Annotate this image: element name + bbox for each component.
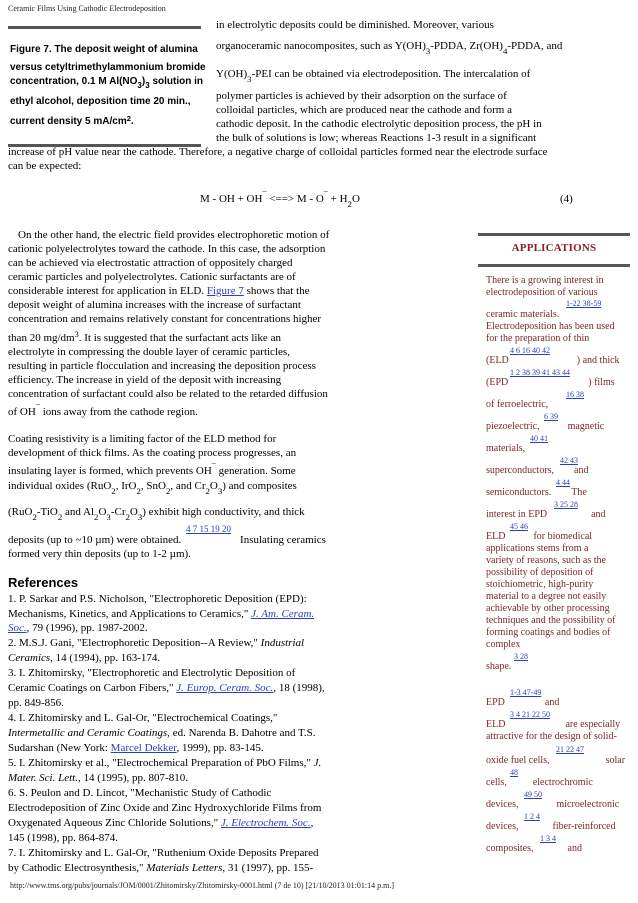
sidebar-line: cells, electrochromic	[486, 777, 593, 788]
sidebar-line: ceramic materials.	[486, 309, 560, 320]
citation-refs[interactable]: 49 50	[524, 790, 542, 799]
text-line: electrolyte in compressing the double layer of ceramic particles,	[8, 346, 290, 358]
text-line: Coating resistivity is a limiting factor of the ELD method for	[8, 433, 277, 445]
sidebar-line: interest in EPD and	[486, 509, 606, 520]
sidebar-line: (EPD ) films	[486, 377, 615, 388]
figure-caption-box	[8, 26, 206, 147]
citation-refs[interactable]: 21 22 47	[556, 745, 584, 754]
citation-refs[interactable]: 1-22 38-59	[566, 299, 602, 308]
reference-line: pp. 849-856.	[8, 697, 64, 709]
citation-refs[interactable]: 40 41	[530, 434, 548, 443]
sidebar-line: complex	[486, 639, 521, 650]
sidebar-line: superconductors, and	[486, 465, 589, 476]
citation-refs[interactable]: 1 2 38 39 41 43 44	[510, 368, 570, 377]
reference-line: 7. I. Zhitomirsky and L. Gal-Or, "Ruthenium Oxide Deposits Prepared	[8, 847, 319, 859]
caption-line: concentration, 0.1 M $Al(NO_3)_3$ solution in	[10, 76, 203, 91]
citation-refs[interactable]: 45 46	[510, 522, 528, 531]
text-line: insulating layer is formed, which prevents OH¯ generation. Some	[8, 463, 296, 477]
sidebar-line: for the preparation of thin	[486, 333, 590, 344]
sidebar-line: of ferroelectric,	[486, 399, 549, 410]
reference-line: Soc., 79 (1996), pp. 1987-2002.	[8, 622, 148, 634]
references-heading: References	[8, 575, 79, 590]
caption-line: ethyl alcohol, deposition time 20 min.,	[10, 96, 191, 107]
citation-refs[interactable]: 3 28	[514, 652, 528, 661]
text-line: deposits (up to ~10 µm) were obtained. Insulating ceramics	[8, 534, 326, 546]
sidebar-line: variety of reasons, such as the	[486, 555, 606, 566]
reference-line: Mater. Sci. Lett., 14 (1995), pp. 807-810.	[8, 772, 188, 784]
reference-line: Oxygenated Aqueous Zinc Chloride Solutions," J. Electrochem. Soc.,	[8, 817, 314, 829]
page-url-footer: http://www.tms.org/pubs/journals/JOM/0001/Zhitomirsky/Zhitomirsky-0001.html (7 de 10) [21/10/2013 01:01:14 p.m.]	[10, 881, 394, 890]
text-line: development of thick films. As the coating process progresses, an	[8, 447, 297, 459]
reference-line: 3. I. Zhitomirsky, "Electrophoretic and Electrolytic Deposition of	[8, 667, 296, 679]
text-line: can be achieved via electrostatic attraction of oppositely charged	[8, 257, 293, 269]
sidebar-line: possibility of deposition of	[486, 567, 594, 578]
citation-refs[interactable]: 1 2 4	[524, 812, 540, 821]
journal-link[interactable]: Soc.	[8, 622, 27, 634]
text-line: can be expected:	[8, 160, 82, 172]
citation-refs[interactable]: 4 7 15 19 20	[186, 524, 231, 534]
text-line: concentration of surfactant could also be related to the retarded diffusion	[8, 388, 328, 400]
reference-line: 5. I. Zhitomirsky et al., "Electrochemical Preparation of PbO Films," J.	[8, 757, 322, 769]
sidebar-line: shape.	[486, 661, 512, 672]
equation: M - OH + OH¯ <==> $M - O^¯ + H_2O$	[200, 191, 360, 209]
sidebar-line: piezoelectric, magnetic	[486, 421, 605, 432]
applications-title: APPLICATIONS	[511, 242, 597, 254]
caption-line: current density 5 $mA/cm^2$.	[10, 113, 134, 127]
publisher-link[interactable]: Marcel Dekker	[110, 742, 177, 754]
text-line: polymer particles is achieved by their adsorption on the surface of	[216, 90, 507, 102]
reference-line: Electrodeposition of Zinc Oxide and Zinc Hydroxychloride Films from	[8, 802, 322, 814]
figure-7-link[interactable]: Figure 7	[206, 285, 244, 297]
reference-line: Sudarshan (New York: Marcel Dekker, 1999), pp. 83-145.	[8, 742, 264, 754]
citation-refs[interactable]: 3 25 28	[554, 500, 578, 509]
sidebar-line: material to a degree not easily	[486, 591, 607, 602]
citation-refs[interactable]: 16 38	[566, 390, 584, 399]
reference-line: 6. S. Peulon and D. Lincot, "Mechanistic Study of Cathodic	[8, 787, 272, 799]
text-line: considerable interest for application in ELD. Figure 7 shows that the	[8, 285, 310, 297]
reference-line: Ceramic Coatings on Carbon Fibers," J. Europ. Ceram. Soc., 18 (1998),	[8, 682, 325, 694]
sidebar-line: (ELD ) and thick	[486, 355, 620, 366]
citation-refs[interactable]: 4 6 16 40 42	[510, 346, 550, 355]
sidebar-line: There is a growing interest in	[486, 275, 604, 286]
text-line: deposit weight of alumina increases with the increase of surfactant	[8, 299, 301, 311]
sidebar-line: applications stems from a	[486, 543, 589, 554]
text-line: organoceramic nanocomposites, such as $Y(OH)_3$-PDDA, $Zr(OH)_4$-PDDA, and	[216, 40, 563, 56]
text-line: cationic polyelectrolytes toward the cathode. In this case, the adsorption	[8, 243, 326, 255]
sidebar-line: stoichiometric, high-purity	[486, 579, 594, 590]
text-line: than 20 $mg/dm^3$. It is suggested that the surfactant acts like an	[8, 330, 281, 344]
sidebar-line: forming coatings and bodies of	[486, 627, 611, 638]
citation-refs[interactable]: 4 44	[556, 478, 570, 487]
reference-line: Mechanisms, Kinetics, and Applications to Ceramics," J. Am. Ceram.	[8, 608, 315, 620]
caption-line: versus cetyltrimethylammonium bromide	[10, 62, 206, 73]
text-line: colloidal particles, which are produced near the cathode and form a	[216, 104, 512, 116]
text-line: increase of pH value near the cathode. Therefore, a negative charge of colloidal particles formed near the electrode surface	[8, 146, 548, 158]
text-line: the bulk of solutions is low; whereas Reactions 1-3 result in a significant	[216, 132, 537, 144]
text-line: formed very thin deposits (up to 1-2 µm).	[8, 548, 191, 560]
sidebar-line: attractive for the design of solid-	[486, 731, 617, 742]
reference-line: 4. I. Zhitomirsky and L. Gal-Or, "Electrochemical Coatings,"	[8, 712, 278, 724]
browser-page-title: Ceramic Films Using Cathodic Electrodeposition	[8, 4, 166, 13]
text-line: resulting in particle flocculation and increasing the deposition process	[8, 360, 316, 372]
sidebar-line: semiconductors. The	[486, 487, 587, 498]
text-line: of OH¯ ions away from the cathode region.	[8, 404, 198, 418]
sidebar-line: composites, and	[486, 843, 582, 854]
sidebar-line: devices, fiber-reinforced	[486, 821, 616, 832]
citation-refs[interactable]: 3 4 21 22 50	[510, 710, 550, 719]
sidebar-line: oxide fuel cells, solar	[486, 755, 626, 766]
text-line: cathodic deposit. In the cathodic electrolytic deposition process, the pH in	[216, 118, 542, 130]
reference-line: Ceramics, 14 (1994), pp. 163-174.	[8, 652, 161, 664]
text-line: ceramic particles and polyelectrolytes. Cationic surfactants are of	[8, 271, 296, 283]
reference-line: 145 (1998), pp. 864-874.	[8, 832, 118, 844]
text-line: On the other hand, the electric field provides electrophoretic motion of	[18, 229, 330, 241]
journal-link[interactable]: J. Electrochem. Soc.	[220, 817, 311, 829]
text-line: efficiency. The increase in yield of the deposit with increasing	[8, 374, 282, 386]
text-line: individual oxides (RuO$_2$, IrO$_2$, SnO$_2$, and $Cr_2O_3$) and composites	[8, 480, 297, 496]
citation-refs[interactable]: 6 39	[544, 412, 558, 421]
journal-link[interactable]: J. Am. Ceram.	[251, 608, 315, 620]
reference-line: 1. P. Sarkar and P.S. Nicholson, "Electrophoretic Deposition (EPD):	[8, 593, 307, 605]
sidebar-line: Electrodeposition has been used	[486, 321, 615, 332]
text-line: concentration and remains relatively constant for concentrations higher	[8, 313, 322, 325]
text-line: (RuO$_2$-TiO$_2$ and $Al_2O_3-Cr_2O_3$) exhibit high conductivity, and thick	[8, 506, 305, 522]
equation-number: (4)	[560, 193, 573, 205]
sidebar-line: electrodeposition of various	[486, 287, 598, 298]
reference-line: Intermetallic and Ceramic Coatings, ed. Narenda B. Dahotre and T.S.	[8, 727, 316, 739]
sidebar-line: techniques and the possibility of	[486, 615, 616, 626]
sidebar-line: achievable by other processing	[486, 603, 610, 614]
citation-refs[interactable]: 1-3 47-49	[510, 688, 542, 697]
reference-line: 2. M.S.J. Gani, "Electrophoretic Deposition--A Review," Industrial	[8, 637, 305, 649]
citation-refs[interactable]: 48	[510, 768, 518, 777]
citation-refs[interactable]: 42 43	[560, 456, 578, 465]
sidebar-line: devices, microelectronic	[486, 799, 620, 810]
text-line: $Y(OH)_3$-PEI can be obtained via electrodeposition. The intercalation of	[216, 68, 531, 84]
sidebar-line: EPD and	[486, 697, 560, 708]
journal-link[interactable]: J. Europ. Ceram. Soc.	[176, 682, 274, 694]
sidebar-line: materials,	[486, 443, 526, 454]
text-line: in electrolytic deposits could be diminished. Moreover, various	[216, 19, 494, 31]
reference-line: by Cathodic Electrosynthesis," Materials Letters, 31 (1997), pp. 155-	[8, 862, 314, 874]
caption-line: Figure 7. The deposit weight of alumina	[10, 44, 198, 55]
sidebar-line: ELD for biomedical	[486, 531, 593, 542]
citation-refs[interactable]: 1 3 4	[540, 834, 556, 843]
sidebar-line: ELD are especially	[486, 719, 621, 730]
